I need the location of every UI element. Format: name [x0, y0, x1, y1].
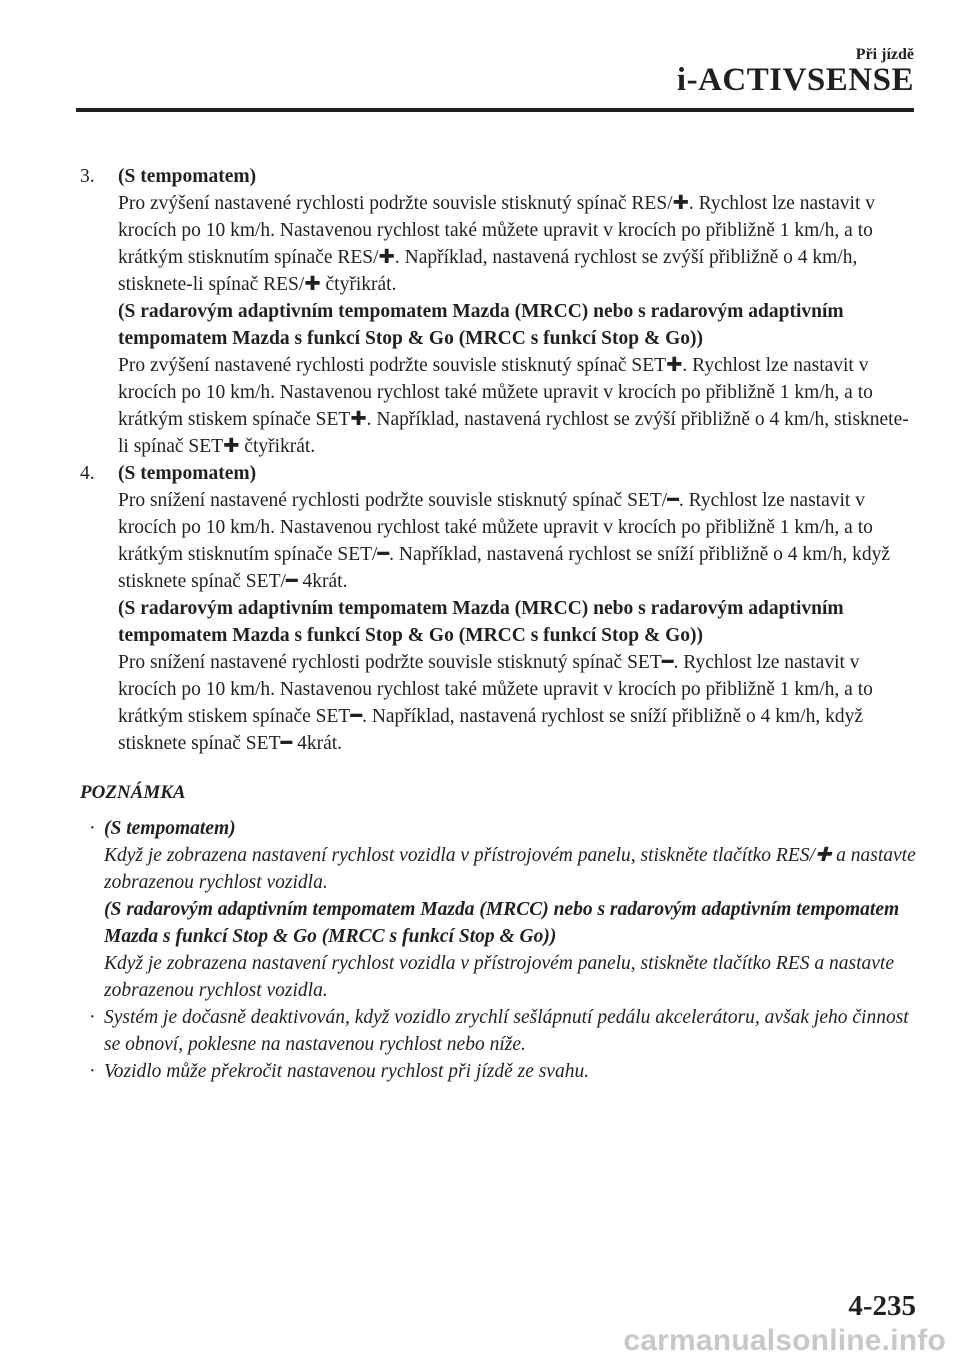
step-mrcc-text: Pro snížení nastavené rychlosti podržte souvisle stisknutý spínač SET━. Rychlost lze nastavit v krocích po 10 km/h. Nastavenou rychlost také můžete upravit v krocích po přibližně 1 km/h, a to krátkým stiskem spínače SET━. Například, nastavená rychlost se sníží přibližně o 4 km/h, když stisknete spínač SET━ 4krát. — [118, 652, 873, 754]
note-list — [80, 815, 916, 1085]
note-heading: (S tempomatem) — [104, 818, 236, 839]
step-number: 4. — [80, 463, 95, 484]
step-cruise-heading: (S tempomatem) — [118, 166, 257, 187]
note-body — [104, 815, 916, 1004]
step-mrcc-heading: (S radarovým adaptivním tempomatem Mazda (MRCC) nebo s radarovým adaptivním tempomatem Mazda s funkcí Stop & Go (MRCC s funkcí Stop & Go)) — [118, 598, 844, 646]
step-mrcc-text: Pro zvýšení nastavené rychlosti podržte souvisle stisknutý spínač SET✚. Rychlost lze nastavit v krocích po 10 km/h. Nastavenou rychlost také můžete upravit v krocích po přibližně 1 km/h, a to krátkým stiskem spínače SET✚. Například, nastavená rychlost se zvýší přibližně o 4 km/h, stisknete-li spínač SET✚ čtyřikrát. — [118, 355, 909, 457]
header-rule — [76, 108, 914, 112]
step-4 — [80, 460, 916, 757]
note-heading: (S radarovým adaptivním tempomatem Mazda (MRCC) nebo s radarovým adaptivním tempomatem Mazda s funkcí Stop & Go (MRCC s funkcí Stop & Go)) — [104, 899, 900, 947]
step-body — [118, 163, 916, 460]
header-title: i-ACTIVSENSE — [676, 62, 914, 98]
step-cruise-text: Pro snížení nastavené rychlosti podržte souvisle stisknutý spínač SET/━. Rychlost lze nastavit v krocích po 10 km/h. Nastavenou rychlost také můžete upravit v krocích po přibližně 1 km/h, a to krátkým stisknutím spínače SET/━. Například, nastavená rychlost se sníží přibližně o 4 km/h, když stisknete spínač SET/━ 4krát. — [118, 490, 891, 592]
bullet: · — [89, 818, 95, 839]
note-text: Systém je dočasně deaktivován, když vozidlo zrychlí sešlápnutí pedálu akcelerátoru, avšak jeho činnost se obnoví, poklesne na nastavenou rychlost nebo níže. — [104, 1007, 909, 1055]
main-content — [80, 163, 916, 1085]
page-number: 4-235 — [848, 1290, 916, 1322]
step-mrcc-heading: (S radarovým adaptivním tempomatem Mazda (MRCC) nebo s radarovým adaptivním tempomatem Mazda s funkcí Stop & Go (MRCC s funkcí Stop & Go)) — [118, 301, 844, 349]
step-cruise-text: Pro zvýšení nastavené rychlosti podržte souvisle stisknutý spínač RES/✚. Rychlost lze nastavit v krocích po 10 km/h. Nastavenou rychlost také můžete upravit v krocích po přibližně 1 km/h, a to krátkým stisknutím spínače RES/✚. Například, nastavená rychlost se zvýší přibližně o 4 km/h, stisknete-li spínač RES/✚ čtyřikrát. — [118, 193, 875, 295]
header-section: Při jízdě — [855, 46, 914, 63]
step-body — [118, 460, 916, 757]
bullet: · — [89, 1007, 95, 1028]
step-cruise-heading: (S tempomatem) — [118, 463, 257, 484]
note-item — [80, 1058, 916, 1085]
bullet: · — [89, 1061, 95, 1082]
note-item — [80, 815, 916, 1004]
note-text: Když je zobrazena nastavení rychlost vozidla v přístrojovém panelu, stiskněte tlačítko RES/✚ a nastavte zobrazenou rychlost vozidla. — [104, 845, 916, 893]
step-number: 3. — [80, 166, 95, 187]
watermark: carmanualsonline.info — [623, 1324, 946, 1357]
note-item — [80, 1004, 916, 1058]
step-3 — [80, 163, 916, 460]
note-text: Když je zobrazena nastavení rychlost vozidla v přístrojovém panelu, stiskněte tlačítko RES a nastavte zobrazenou rychlost vozidla. — [104, 953, 894, 1001]
note-text: Vozidlo může překročit nastavenou rychlost při jízdě ze svahu. — [104, 1061, 590, 1082]
note-title: POZNÁMKA — [80, 782, 186, 803]
